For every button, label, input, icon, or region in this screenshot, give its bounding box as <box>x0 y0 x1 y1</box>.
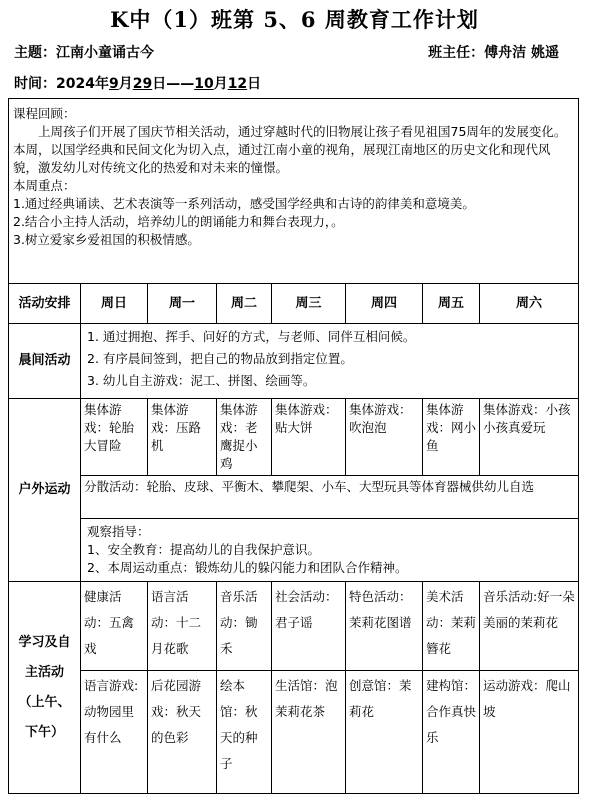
group-game: 集体游戏：贴大饼 <box>272 399 346 476</box>
morning-item: 1. 通过拥抱、挥手、问好的方式，与老师、同伴互相问候。 <box>87 329 416 344</box>
focus-item: 1.通过经典诵读、艺术表演等一系列活动，感受国学经典和古诗的韵律美和意境美。 <box>13 196 475 211</box>
page-title: K中（1）班第 5、6 周教育工作计划 <box>110 7 479 32</box>
study-activity: 绘本馆：秋天的种子 <box>217 671 272 794</box>
time-range <box>14 73 261 93</box>
start-day: 29 <box>132 76 153 92</box>
observation-item: 2、本周运动重点：锻炼幼儿的躲闪能力和团队合作精神。 <box>87 560 408 575</box>
header-row <box>9 284 579 324</box>
study-label-line: （上午、 <box>18 694 71 710</box>
morning-item: 2. 有序晨间签到，把自己的物品放到指定位置。 <box>87 351 353 366</box>
day-dash: 日—— <box>152 76 195 92</box>
study-activity: 生活馆：泡茉莉花茶 <box>272 671 346 794</box>
study-activity: 美术活动：茉莉簪花 <box>423 582 480 671</box>
morning-label: 晨间活动 <box>9 324 81 399</box>
review-heading: 课程回顾： <box>13 106 76 121</box>
study-label-line: 学习及自 <box>18 634 71 650</box>
study-activity: 后花园游戏：秋天的色彩 <box>148 671 217 794</box>
focus-item: 2.结合小主持人活动，培养幼儿的朗诵能力和舞台表现力，。 <box>13 214 344 229</box>
morning-item: 3. 幼儿自主游戏：泥工、拼图、绘画等。 <box>87 373 316 388</box>
study-activity: 音乐活动：锄禾 <box>217 582 272 671</box>
study-activity: 建构馆：合作真快乐 <box>423 671 480 794</box>
observation-guidance <box>81 519 579 582</box>
header-activity: 活动安排 <box>9 284 81 324</box>
scattered-activities: 分散活动：轮胎、皮球、平衡木、攀爬架、小车、大型玩具等体育器械供幼儿自选 <box>81 476 579 519</box>
group-game: 集体游戏：轮胎大冒险 <box>81 399 148 476</box>
end-char: 日 <box>247 76 262 92</box>
header-thursday: 周四 <box>346 284 423 324</box>
study-activity: 特色活动：茉莉花图谱 <box>346 582 423 671</box>
header-friday: 周五 <box>423 284 480 324</box>
end-day: 12 <box>227 76 248 92</box>
study-activity: 语言活动：十二月花歌 <box>148 582 217 671</box>
header-wednesday: 周三 <box>272 284 346 324</box>
study-activity: 创意馆：茉莉花 <box>346 671 423 794</box>
observation-heading: 观察指导： <box>87 524 150 539</box>
end-month: 10 <box>194 76 214 92</box>
study-activity: 健康活动：五禽戏 <box>81 582 148 671</box>
study-activity: 语言游戏:动物园里有什么 <box>81 671 148 794</box>
header-sunday: 周日 <box>81 284 148 324</box>
month-char: 月 <box>118 76 133 92</box>
course-review <box>9 99 579 284</box>
focus-item: 3.树立爱家乡爱祖国的积极情感。 <box>13 232 200 247</box>
start-month: 9 <box>108 76 119 92</box>
study-activity: 运动游戏：爬山坡 <box>480 671 579 794</box>
observation-item: 1、安全教育：提高幼儿的自我保护意识。 <box>87 542 320 557</box>
outdoor-label: 户外运动 <box>9 399 81 582</box>
group-game: 集体游戏：网小鱼 <box>423 399 480 476</box>
morning-activities <box>81 324 579 399</box>
group-game: 集体游戏：压路机 <box>148 399 217 476</box>
study-activity: 社会活动：君子谣 <box>272 582 346 671</box>
header-tuesday: 周二 <box>217 284 272 324</box>
study-label <box>9 582 81 794</box>
study-label-line: 主活动 <box>24 664 64 680</box>
header-saturday: 周六 <box>480 284 579 324</box>
group-game: 集体游戏：吹泡泡 <box>346 399 423 476</box>
plan-table <box>8 98 579 794</box>
class-teachers: 班主任：傅舟洁 姚遥 <box>428 45 559 61</box>
study-activity: 音乐活动:好一朵美丽的茉莉花 <box>480 582 579 671</box>
review-paragraph: 上周孩子们开展了国庆节相关活动，通过穿越时代的旧物展让孩子看见祖国75周年的发展变化。本周，以国学经典和民间文化为切入点，通过江南小童的视角，展现江南地区的历史文化和现代风貌，激发幼儿对传统文化的热爱和对未来的憧憬。 <box>13 124 567 175</box>
header-monday: 周一 <box>148 284 217 324</box>
theme: 主题：江南小童诵古今 <box>14 45 154 61</box>
time-prefix: 时间：2024年 <box>14 76 109 92</box>
group-game: 集体游戏：老鹰捉小鸡 <box>217 399 272 476</box>
focus-heading: 本周重点： <box>13 178 76 193</box>
study-label-line: 下午） <box>24 724 64 740</box>
month-char-2: 月 <box>213 76 228 92</box>
group-game: 集体游戏：小孩小孩真爱玩 <box>480 399 579 476</box>
